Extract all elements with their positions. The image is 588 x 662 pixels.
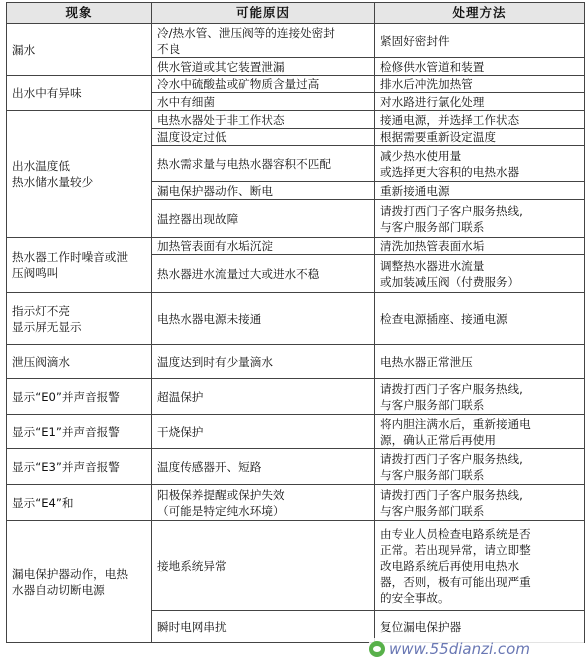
cause-cell (152, 611, 375, 643)
solution-cell (375, 76, 585, 93)
symptom-cell (7, 345, 152, 379)
symptom-cell (7, 379, 152, 415)
cause-text: 热水器进水流量过大或进水不稳 (157, 266, 320, 281)
header-symptom: 现象 (7, 3, 152, 24)
symptom-text: 显示“E3”并声音报警 (12, 459, 120, 474)
solution-text: 请拨打西门子客户服务热线, (380, 451, 523, 466)
cause-cell (152, 293, 375, 345)
symptom-cell (7, 24, 152, 76)
symptom-text: 压阀鸣叫 (12, 266, 59, 280)
solution-text: 与客户服务部门联系 (380, 467, 485, 482)
symptom-cell (7, 521, 152, 643)
table-row (7, 485, 585, 521)
cause-cell (152, 521, 375, 611)
cause-text: 冷水中硫酸盐或矿物质含量过高 (157, 77, 320, 91)
cause-cell (152, 485, 375, 521)
symptom-text: 泄压阀滴水 (12, 354, 70, 369)
cause-text: 漏电保护器动作、断电 (157, 183, 273, 198)
symptom-cell (7, 415, 152, 449)
symptom-cell (7, 111, 152, 238)
solution-text: 清洗加热管表面水垢 (380, 239, 485, 253)
solution-cell (375, 24, 585, 58)
symptom-text: 出水温度低 (12, 159, 70, 173)
cause-cell (152, 129, 375, 146)
table-row (7, 24, 585, 58)
solution-text: 检查电源插座、接通电源 (380, 311, 508, 326)
cause-cell (152, 146, 375, 182)
table-body (7, 24, 585, 643)
cause-text: 超温保护 (157, 389, 204, 404)
cause-text: 供水管道或其它装置泄漏 (157, 59, 285, 74)
symptom-text: 显示屏无显示 (12, 319, 82, 334)
solution-cell (375, 345, 585, 379)
symptom-cell (7, 485, 152, 521)
solution-text: 正常。若出现异常，请立即整 (380, 542, 531, 557)
solution-text: 重新接通电源 (380, 183, 450, 198)
table-row (7, 521, 585, 611)
solution-cell (375, 521, 585, 611)
solution-cell (375, 293, 585, 345)
cause-cell (152, 238, 375, 255)
cause-cell (152, 76, 375, 93)
solution-text: 请拨打西门子客户服务热线, (380, 381, 523, 396)
symptom-text: 热水器工作时噪音或泄 (12, 250, 128, 264)
cause-cell (152, 379, 375, 415)
cause-text: 温度设定过低 (157, 130, 227, 144)
table-row (7, 379, 585, 415)
solution-text: 排水后冲洗加热管 (380, 77, 473, 91)
symptom-cell (7, 449, 152, 485)
cause-text: 冷/热水管、泄压阀等的连接处密封 (157, 25, 335, 40)
cause-text: 电热水器电源未接通 (157, 311, 262, 326)
solution-text: 减少热水使用量 (380, 148, 462, 163)
cause-text: 温度传感器开、短路 (157, 459, 262, 474)
troubleshooting-table (6, 2, 585, 643)
solution-text: 改电路系统后再使用电热水 (380, 558, 520, 573)
symptom-text: 出水中有异味 (12, 86, 82, 100)
solution-text: 紧固好密封件 (380, 33, 450, 48)
solution-text: 电热水器正常泄压 (380, 354, 473, 369)
symptom-text: 显示“E0”并声音报警 (12, 389, 120, 404)
solution-text: 或选择更大容积的电热水器 (380, 164, 520, 179)
symptom-cell (7, 238, 152, 293)
cause-text: 瞬时电网串扰 (157, 619, 227, 634)
table-row (7, 415, 585, 449)
cause-text: 阳极保养提醒或保护失效 (157, 487, 285, 502)
symptom-text: 漏水 (12, 42, 36, 57)
cause-text: （可能是特定纯水环境） (157, 503, 285, 518)
header-solution: 处理方法 (375, 3, 585, 24)
solution-text: 与客户服务部门联系 (380, 503, 485, 518)
solution-text: 根据需要重新设定温度 (380, 130, 496, 144)
solution-text: 检修供水管道和装置 (380, 59, 485, 74)
cause-text: 不良 (157, 41, 181, 56)
solution-text: 器，否则，极有可能出现严重 (380, 574, 531, 589)
table-row (7, 449, 585, 485)
solution-cell (375, 379, 585, 415)
table-row (7, 76, 585, 93)
solution-text: 接通电源，并选择工作状态 (380, 112, 520, 127)
cause-text: 热水需求量与电热水器容积不匹配 (157, 156, 331, 171)
solution-text: 由专业人员检查电路系统是否 (380, 526, 531, 541)
cause-cell (152, 111, 375, 129)
symptom-text: 热水储水量较少 (12, 175, 94, 189)
watermark-text: www.55dianzi.com (389, 640, 530, 658)
solution-text: 调整热水器进水流量 (380, 258, 485, 273)
solution-cell (375, 111, 585, 129)
cause-cell (152, 345, 375, 379)
header-cause: 可能原因 (152, 3, 375, 24)
solution-text: 源，确认正常后再使用 (380, 432, 496, 447)
solution-cell (375, 449, 585, 485)
solution-text: 复位漏电保护器 (380, 619, 462, 634)
cause-cell (152, 415, 375, 449)
symptom-text: 水器自动切断电源 (12, 582, 105, 597)
watermark (369, 638, 584, 660)
table-row (7, 238, 585, 255)
cause-cell (152, 449, 375, 485)
solution-cell (375, 93, 585, 111)
cause-text: 水中有细菌 (157, 94, 215, 109)
solution-text: 与客户服务部门联系 (380, 397, 485, 412)
symptom-cell (7, 76, 152, 111)
symptom-text: 漏电保护器动作，电热 (12, 566, 128, 581)
cause-cell (152, 255, 375, 293)
table-row (7, 345, 585, 379)
solution-text: 请拨打西门子客户服务热线, (380, 203, 523, 218)
cause-text: 接地系统异常 (157, 558, 227, 573)
solution-cell (375, 485, 585, 521)
cause-text: 温控器出现故障 (157, 211, 239, 226)
solution-text: 与客户服务部门联系 (380, 219, 485, 234)
solution-text: 或加装减压阀（付费服务） (380, 274, 520, 289)
cause-text: 电热水器处于非工作状态 (157, 112, 285, 127)
wechat-icon (369, 641, 385, 657)
symptom-text: 显示“E1”并声音报警 (12, 424, 120, 439)
solution-cell (375, 58, 585, 76)
table-row (7, 111, 585, 129)
solution-cell (375, 255, 585, 293)
cause-text: 温度达到时有少量滴水 (157, 354, 273, 369)
solution-cell (375, 182, 585, 200)
cause-cell (152, 93, 375, 111)
cause-cell (152, 24, 375, 58)
solution-text: 的安全事故。 (380, 590, 450, 605)
symptom-text: 显示“E4”和 (12, 495, 74, 510)
table-header-row (7, 3, 585, 24)
solution-cell (375, 200, 585, 238)
solution-cell (375, 238, 585, 255)
table-row (7, 293, 585, 345)
cause-text: 干烧保护 (157, 424, 204, 439)
solution-cell (375, 129, 585, 146)
solution-text: 将内胆注满水后，重新接通电 (380, 416, 531, 431)
cause-cell (152, 200, 375, 238)
cause-cell (152, 58, 375, 76)
symptom-cell (7, 293, 152, 345)
solution-cell (375, 415, 585, 449)
symptom-text: 指示灯不亮 (12, 303, 70, 318)
cause-text: 加热管表面有水垢沉淀 (157, 239, 273, 253)
cause-cell (152, 182, 375, 200)
solution-cell (375, 146, 585, 182)
solution-text: 请拨打西门子客户服务热线, (380, 487, 523, 502)
solution-text: 对水路进行氯化处理 (380, 94, 485, 109)
